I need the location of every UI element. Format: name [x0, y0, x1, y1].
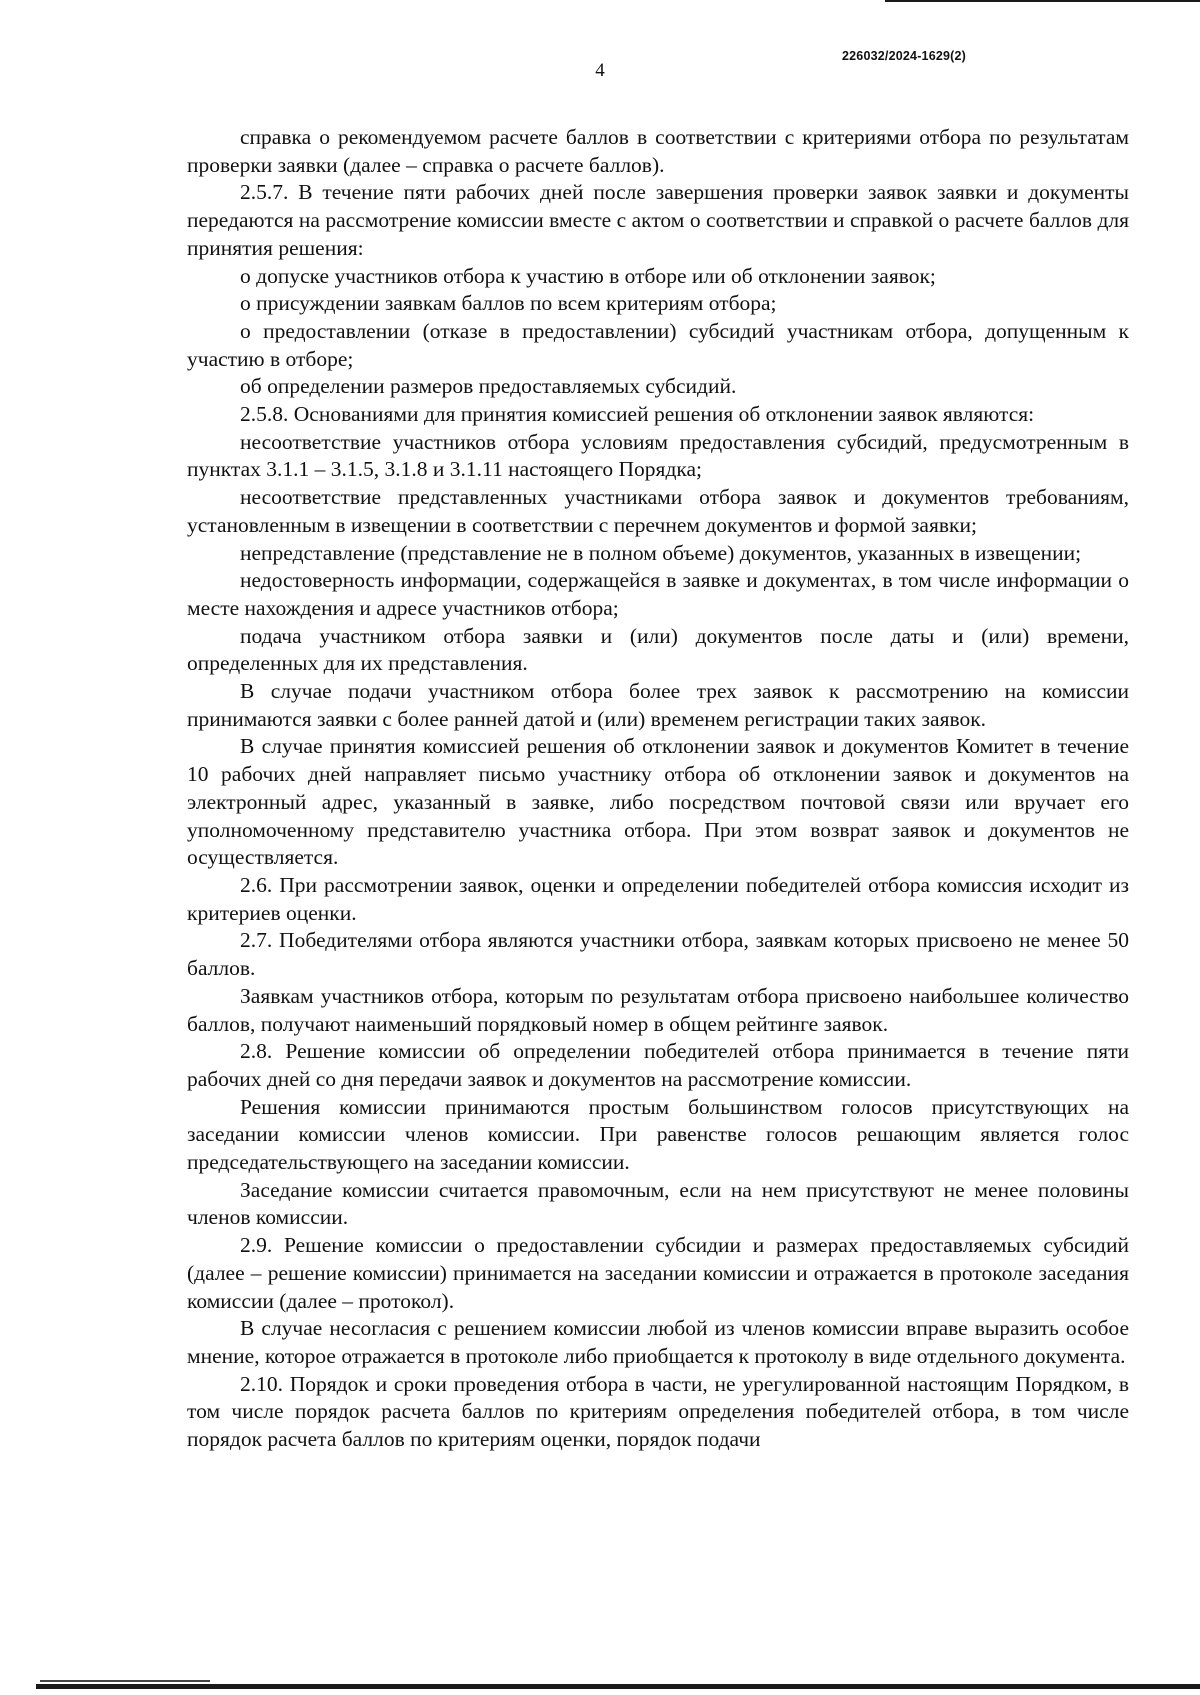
- bottom-scan-rule-thin: [40, 1680, 210, 1682]
- paragraph: 2.5.7. В течение пяти рабочих дней после завершения проверки заявок заявки и документы передаются на рассмотрение комиссии вместе с актом о соответствии и справкой о расчете баллов для принятия решения:: [187, 180, 1129, 260]
- paragraph: об определении размеров предоставляемых субсидий.: [240, 374, 737, 399]
- paragraph: о предоставлении (отказе в предоставлении) субсидий участникам отбора, допущенным к участию в отборе;: [187, 318, 1129, 371]
- paragraph: справка о рекомендуемом расчете баллов в соответствии с критериями отбора по результатам проверки заявки (далее – справка о расчете баллов).: [187, 125, 1129, 177]
- paragraph: 2.10. Порядок и сроки проведения отбора в части, не урегулированной настоящим Порядком, в том числе порядок расчета баллов по критериям определения победителей отбора, в том числе порядок расчета баллов по критериям оценки, порядок подачи: [187, 1371, 1129, 1452]
- paragraph: о присуждении заявкам баллов по всем критериям отбора;: [240, 291, 777, 316]
- paragraph: В случае принятия комиссией решения об отклонении заявок и документов Комитет в течение 10 рабочих дней направляет письмо участнику отбора об отклонении заявок и документов на электронный адрес, указанный в заявке, либо посредством почтовой связи или вручает его уполномоченному представителю участника отбора. При этом возврат заявок и документов не осуществляется.: [187, 734, 1129, 870]
- bottom-scan-rule: [36, 1684, 1200, 1689]
- paragraph: о допуске участников отбора к участию в отборе или об отклонении заявок;: [240, 263, 936, 288]
- paragraph: 2.9. Решение комиссии о предоставлении субсидии и размерах предоставляемых субсидий (далее – решение комиссии) принимается на заседании комиссии и отражается в протоколе заседания комиссии (далее – протокол).: [187, 1233, 1129, 1313]
- paragraph: подача участником отбора заявки и (или) документов после даты и (или) времени, определенных для их представления.: [187, 623, 1129, 676]
- paragraph: непредставление (представление не в полном объеме) документов, указанных в извещении;: [240, 540, 1082, 565]
- paragraph: несоответствие представленных участниками отбора заявок и документов требованиям, установленным в извещении в соответствии с перечнем документов и формой заявки;: [187, 485, 1129, 537]
- paragraph: 2.6. При рассмотрении заявок, оценки и определении победителей отбора комиссия исходит из критериев оценки.: [187, 872, 1129, 925]
- paragraph: 2.5.8. Основаниями для принятия комиссией решения об отклонении заявок являются:: [240, 402, 1035, 427]
- document-number: 226032/2024-1629(2): [842, 49, 967, 63]
- top-scan-rule: [885, 0, 1200, 2]
- paragraph: В случае подачи участником отбора более трех заявок к рассмотрению на комиссии принимаются заявки с более ранней датой и (или) временем регистрации таких заявок.: [187, 679, 1129, 731]
- paragraph: В случае несогласия с решением комиссии любой из членов комиссии вправе выразить особое мнение, которое отражается в протоколе либо приобщается к протоколу в виде отдельного документа.: [187, 1316, 1129, 1368]
- paragraph: 2.7. Победителями отбора являются участники отбора, заявкам которых присвоено не менее 50 баллов.: [187, 928, 1129, 981]
- paragraph: недостоверность информации, содержащейся в заявке и документах, в том числе информации о месте нахождения и адресе участников отбора;: [187, 568, 1129, 620]
- document-body: [187, 124, 1129, 1454]
- paragraph: несоответствие участников отбора условиям предоставления субсидий, предусмотренным в пунктах 3.1.1 – 3.1.5, 3.1.8 и 3.1.11 настоящего Порядка;: [187, 429, 1129, 482]
- page-number: 4: [595, 60, 605, 81]
- paragraph: 2.8. Решение комиссии об определении победителей отбора принимается в течение пяти рабочих дней со дня передачи заявок и документов на рассмотрение комиссии.: [187, 1039, 1129, 1091]
- paragraph: Заявкам участников отбора, которым по результатам отбора присвоено наибольшее количество баллов, получают наименьший порядковый номер в общем рейтинге заявок.: [187, 983, 1129, 1036]
- paragraph: Решения комиссии принимаются простым большинством голосов присутствующих на заседании комиссии членов комиссии. При равенстве голосов решающим является голос председательствующего на заседании комиссии.: [187, 1094, 1129, 1175]
- paragraph: Заседание комиссии считается правомочным, если на нем присутствуют не менее половины членов комиссии.: [187, 1177, 1129, 1230]
